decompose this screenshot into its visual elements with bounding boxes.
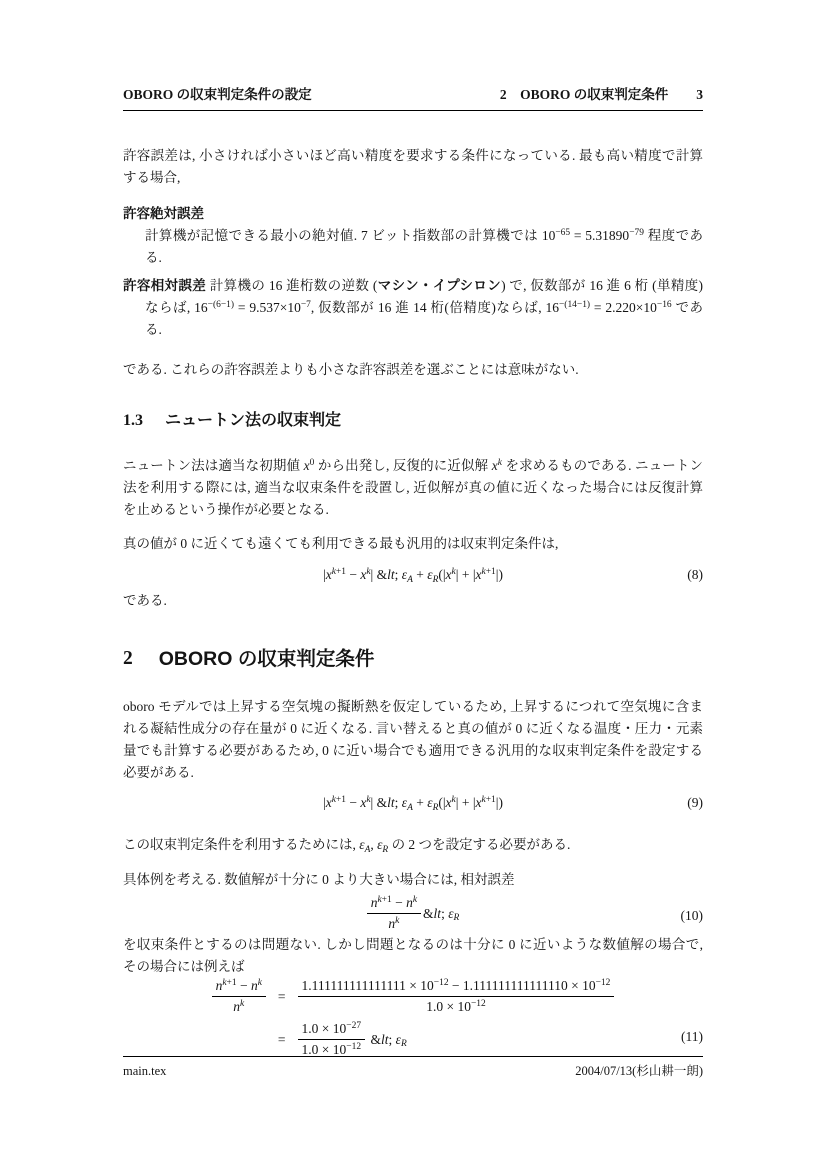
equation-11-equals-2: =: [277, 1031, 286, 1047]
def-rel-math-double: $16^{-(14-1)} = 2.220\times 10^{-16}$: [545, 300, 672, 315]
equation-11-grid: [212, 978, 615, 1058]
epsilon-math: $\varepsilon_A$, $\varepsilon_R$: [359, 837, 389, 855]
page-footer: [123, 1056, 703, 1079]
equation-11-number: (11): [681, 1029, 703, 1044]
equation-10-number: (10): [680, 908, 703, 924]
paragraph-oboro-model: oboro モデルでは上昇する空気塊の擬断熱を仮定しているため, 上昇するにつれて空気塊に含まれる凝結性成分の存在量が 0 に近くなる. 言い替えると真の値が 0 に近くなる温度・圧力・元素量でも計算する必要があるため, 0 に近い場合でも適用できる汎用的な収束判定条件を設定する必要がある.: [123, 699, 703, 780]
header-left-title: OBORO の収束判定条件の設定: [123, 87, 312, 102]
def-absolute-error-label: 許容絶対誤差: [123, 206, 204, 221]
equation-10: [123, 895, 703, 932]
equation-11-lhs-fraction: [212, 978, 266, 1015]
def-absolute-error-body: [145, 225, 703, 269]
def-abs-math: $10^{-65} = 5.31890^{-79}$: [541, 228, 644, 243]
def-abs-text-pre: 計算機が記憶できる最小の絶対値. 7 ビット指数部の計算機では: [145, 228, 542, 243]
def-rel-text-1: 計算機の 16 進桁数の逆数 (: [206, 278, 378, 293]
machine-epsilon-term: マシン・イプシロン: [377, 278, 502, 293]
def-rel-math-single: $16^{-(6-1)} = 9.537\times 10^{-7}$: [194, 300, 311, 315]
equation-9: [123, 792, 703, 814]
def-abs-text-post: 程度である.: [145, 228, 704, 265]
page-header: [123, 86, 703, 111]
section-number: 2: [123, 648, 133, 669]
paragraph-meaningless: である. これらの許容誤差よりも小さな許容誤差を選ぶことには意味がない.: [123, 362, 579, 377]
equation-11-equals-1: =: [277, 988, 286, 1004]
newton-math-xk: $x^k$: [491, 458, 502, 473]
def-relative-error-label: 許容相対誤差: [123, 278, 207, 293]
paragraph-newton: [123, 455, 703, 521]
equation-11: [123, 978, 703, 1058]
def-rel-text-4: である.: [145, 300, 703, 337]
def-item-absolute-error: [123, 203, 703, 269]
equation-11-row2-fraction: [298, 1021, 366, 1058]
equation-9-number: (9): [687, 795, 703, 810]
subsection-heading-1-3: [123, 409, 703, 433]
subsection-title: ニュートン法の収束判定: [165, 412, 342, 429]
equation-11-row1-denominator: $1.0 \times 10^{-12}$: [298, 996, 615, 1015]
equation-11-row1-numerator: $1.111111111111111 \times 10^{-12} - 1.111111111111110 \times 10^{-12}$: [301, 978, 611, 993]
equation-10-denominator: $n^k$: [367, 913, 421, 932]
epsilon-text-1: この収束判定条件を利用するためには,: [123, 837, 360, 852]
equation-11-row2-rhs: [298, 1021, 407, 1058]
equation-10-relation: &lt; $\varepsilon_R$: [423, 905, 460, 924]
newton-text-3: を求めるものである. ニュートン法を利用する際には, 適当な収束条件を設置し, 近似解が真の値に近くなった場合には反復計算を止めるという操作が必要となる.: [123, 458, 704, 517]
equation-11-row2-numerator: $1.0 \times 10^{-27}$: [301, 1021, 362, 1036]
paragraph-generic-criterion: 真の値が 0 に近くても遠くても利用できる最も汎用的は収束判定条件は,: [123, 536, 559, 551]
def-rel-text-2: ) で, 仮数部が 16 進 6 桁 (単精度) ならば,: [145, 278, 704, 315]
def-rel-text-3: , 仮数部が 16 進 14 桁(倍精度)ならば,: [310, 300, 546, 315]
equation-8-number: (8): [687, 567, 703, 582]
footer-date-author: 2004/07/13(杉山耕一朗): [575, 1064, 703, 1078]
equation-11-row1-fraction: [298, 978, 615, 1015]
equation-11-lhs-numerator: $n^{k+1} - n^k$: [215, 978, 262, 993]
header-section-ref: 2 OBORO の収束判定条件: [499, 87, 669, 102]
header-page-number: 3: [696, 87, 703, 102]
paragraph-example-intro: 具体例を考える. 数値解が十分に 0 より大きい場合には, 相対誤差: [123, 872, 515, 887]
epsilon-text-2: の 2 つを設定する必要がある.: [388, 837, 571, 852]
newton-text-2: から出発し, 反復的に近似解: [314, 458, 492, 473]
equation-8: [123, 564, 703, 586]
subsection-number: 1.3: [123, 412, 143, 429]
equation-10-fraction: [367, 895, 421, 932]
newton-math-x0: $x^0$: [303, 458, 315, 473]
section-heading-2: [123, 644, 703, 674]
paragraph-dearu: である.: [123, 593, 167, 608]
section-title: OBORO の収束判定条件: [158, 648, 375, 670]
paragraph-tolerance-intro: 許容誤差は, 小さければ小さいほど高い精度を要求する条件になっている. 最も高い精度で計算する場合,: [123, 148, 703, 185]
newton-text-1: ニュートン法は適当な初期値: [123, 458, 304, 473]
equation-10-numerator: $n^{k+1} - n^k$: [370, 895, 418, 910]
footer-filename: main.tex: [123, 1064, 167, 1078]
equation-11-relation: &lt; $\varepsilon_R$: [370, 1031, 407, 1050]
paragraph-epsilon-setting: [123, 834, 703, 856]
equation-11-row2-denominator: $1.0 \times 10^{-12}$: [298, 1039, 366, 1058]
paragraph-problem-case: を収束条件とするのは問題ない. しかし問題となるのは十分に 0 に近いような数値解の場合で, その場合には例えば: [123, 937, 703, 974]
equation-11-lhs-denominator: $n^k$: [212, 996, 266, 1015]
equation-8-body: $|x^{k+1} - x^k|$ &lt; $\varepsilon_A + \varepsilon_R(|x^k| + |x^{k+1}|)$: [323, 567, 503, 585]
def-item-relative-error: [123, 275, 703, 341]
equation-9-body: $|x^{k+1} - x^k|$ &lt; $\varepsilon_A + \varepsilon_R(|x^k| + |x^{k+1}|)$: [323, 795, 503, 813]
